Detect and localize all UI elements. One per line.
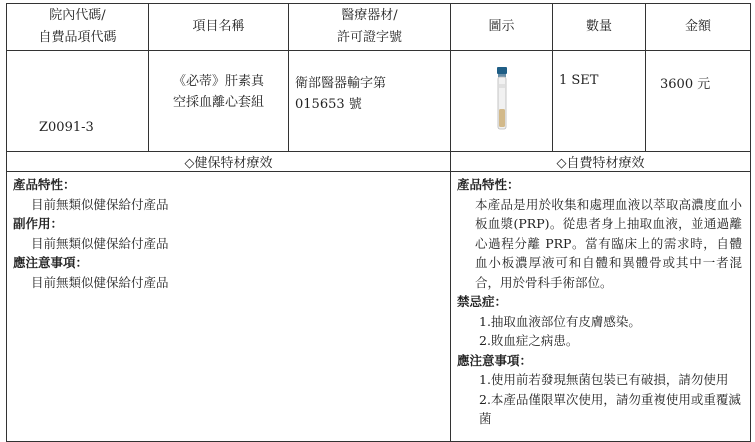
nhi-content [7, 172, 451, 442]
nhi-side-effect-text: 目前無類似健保給付產品 [31, 235, 169, 251]
self-contra-item: 1.抽取血液部位有皮膚感染。 [479, 313, 641, 329]
header-row [7, 4, 751, 51]
nhi-notes-text: 目前無類似健保給付產品 [31, 274, 169, 290]
header-code: 院內代碼/ 自費品項代碼 [7, 4, 149, 51]
self-contra-title: 禁忌症： [457, 294, 508, 309]
section-header-row [7, 152, 751, 172]
self-contra-item: 2.敗血症之病患。 [479, 333, 579, 348]
item-image [451, 51, 553, 152]
item-qty: 1 SET [553, 51, 646, 152]
item-row [7, 51, 751, 152]
nhi-side-effect-title: 副作用： [13, 216, 64, 231]
nhi-feature-text: 目前無類似健保給付產品 [31, 196, 169, 212]
header-image: 圖示 [451, 4, 553, 51]
nhi-notes-title: 應注意事項： [13, 255, 89, 270]
blood-tube-icon [492, 66, 512, 132]
header-name: 項目名稱 [149, 4, 289, 51]
header-amount: 金額 [646, 4, 751, 51]
section-self-title: ◇自費特材療效 [451, 152, 751, 172]
section-body-row [7, 172, 751, 442]
item-name: 《必蒂》肝素真 空採血離心套組 [149, 51, 289, 152]
item-license: 衛部醫器輸字第 015653 號 [289, 51, 451, 152]
nhi-feature-title: 產品特性： [13, 177, 76, 192]
header-license: 醫療器材/ 許可證字號 [289, 4, 451, 51]
item-amount: 3600 元 [646, 51, 751, 152]
product-table [6, 3, 751, 442]
self-notes-title: 應注意事項： [457, 352, 533, 368]
self-feature-text: 本產品是用於收集和處理血液以萃取高濃度血小板血漿(PRP)。從患者身上抽取血液，並通過離心過程分離 PRP。當有臨床上的需求時，自體血小板濃厚液可和自體和異體骨或其中一者混合，用於骨科手術部位。 [475, 196, 742, 290]
header-qty: 數量 [553, 4, 646, 51]
self-feature-title: 產品特性： [457, 177, 520, 192]
section-nhi-title: ◇健保特材療效 [7, 152, 451, 172]
self-content [451, 172, 751, 442]
self-notes-item: 2.本產品僅限單次使用，請勿重複使用或重覆滅菌 [479, 391, 741, 426]
item-code: Z0091-3 [7, 51, 149, 152]
self-notes-item: 1.使用前若發現無菌包裝已有破損，請勿使用 [479, 372, 729, 387]
